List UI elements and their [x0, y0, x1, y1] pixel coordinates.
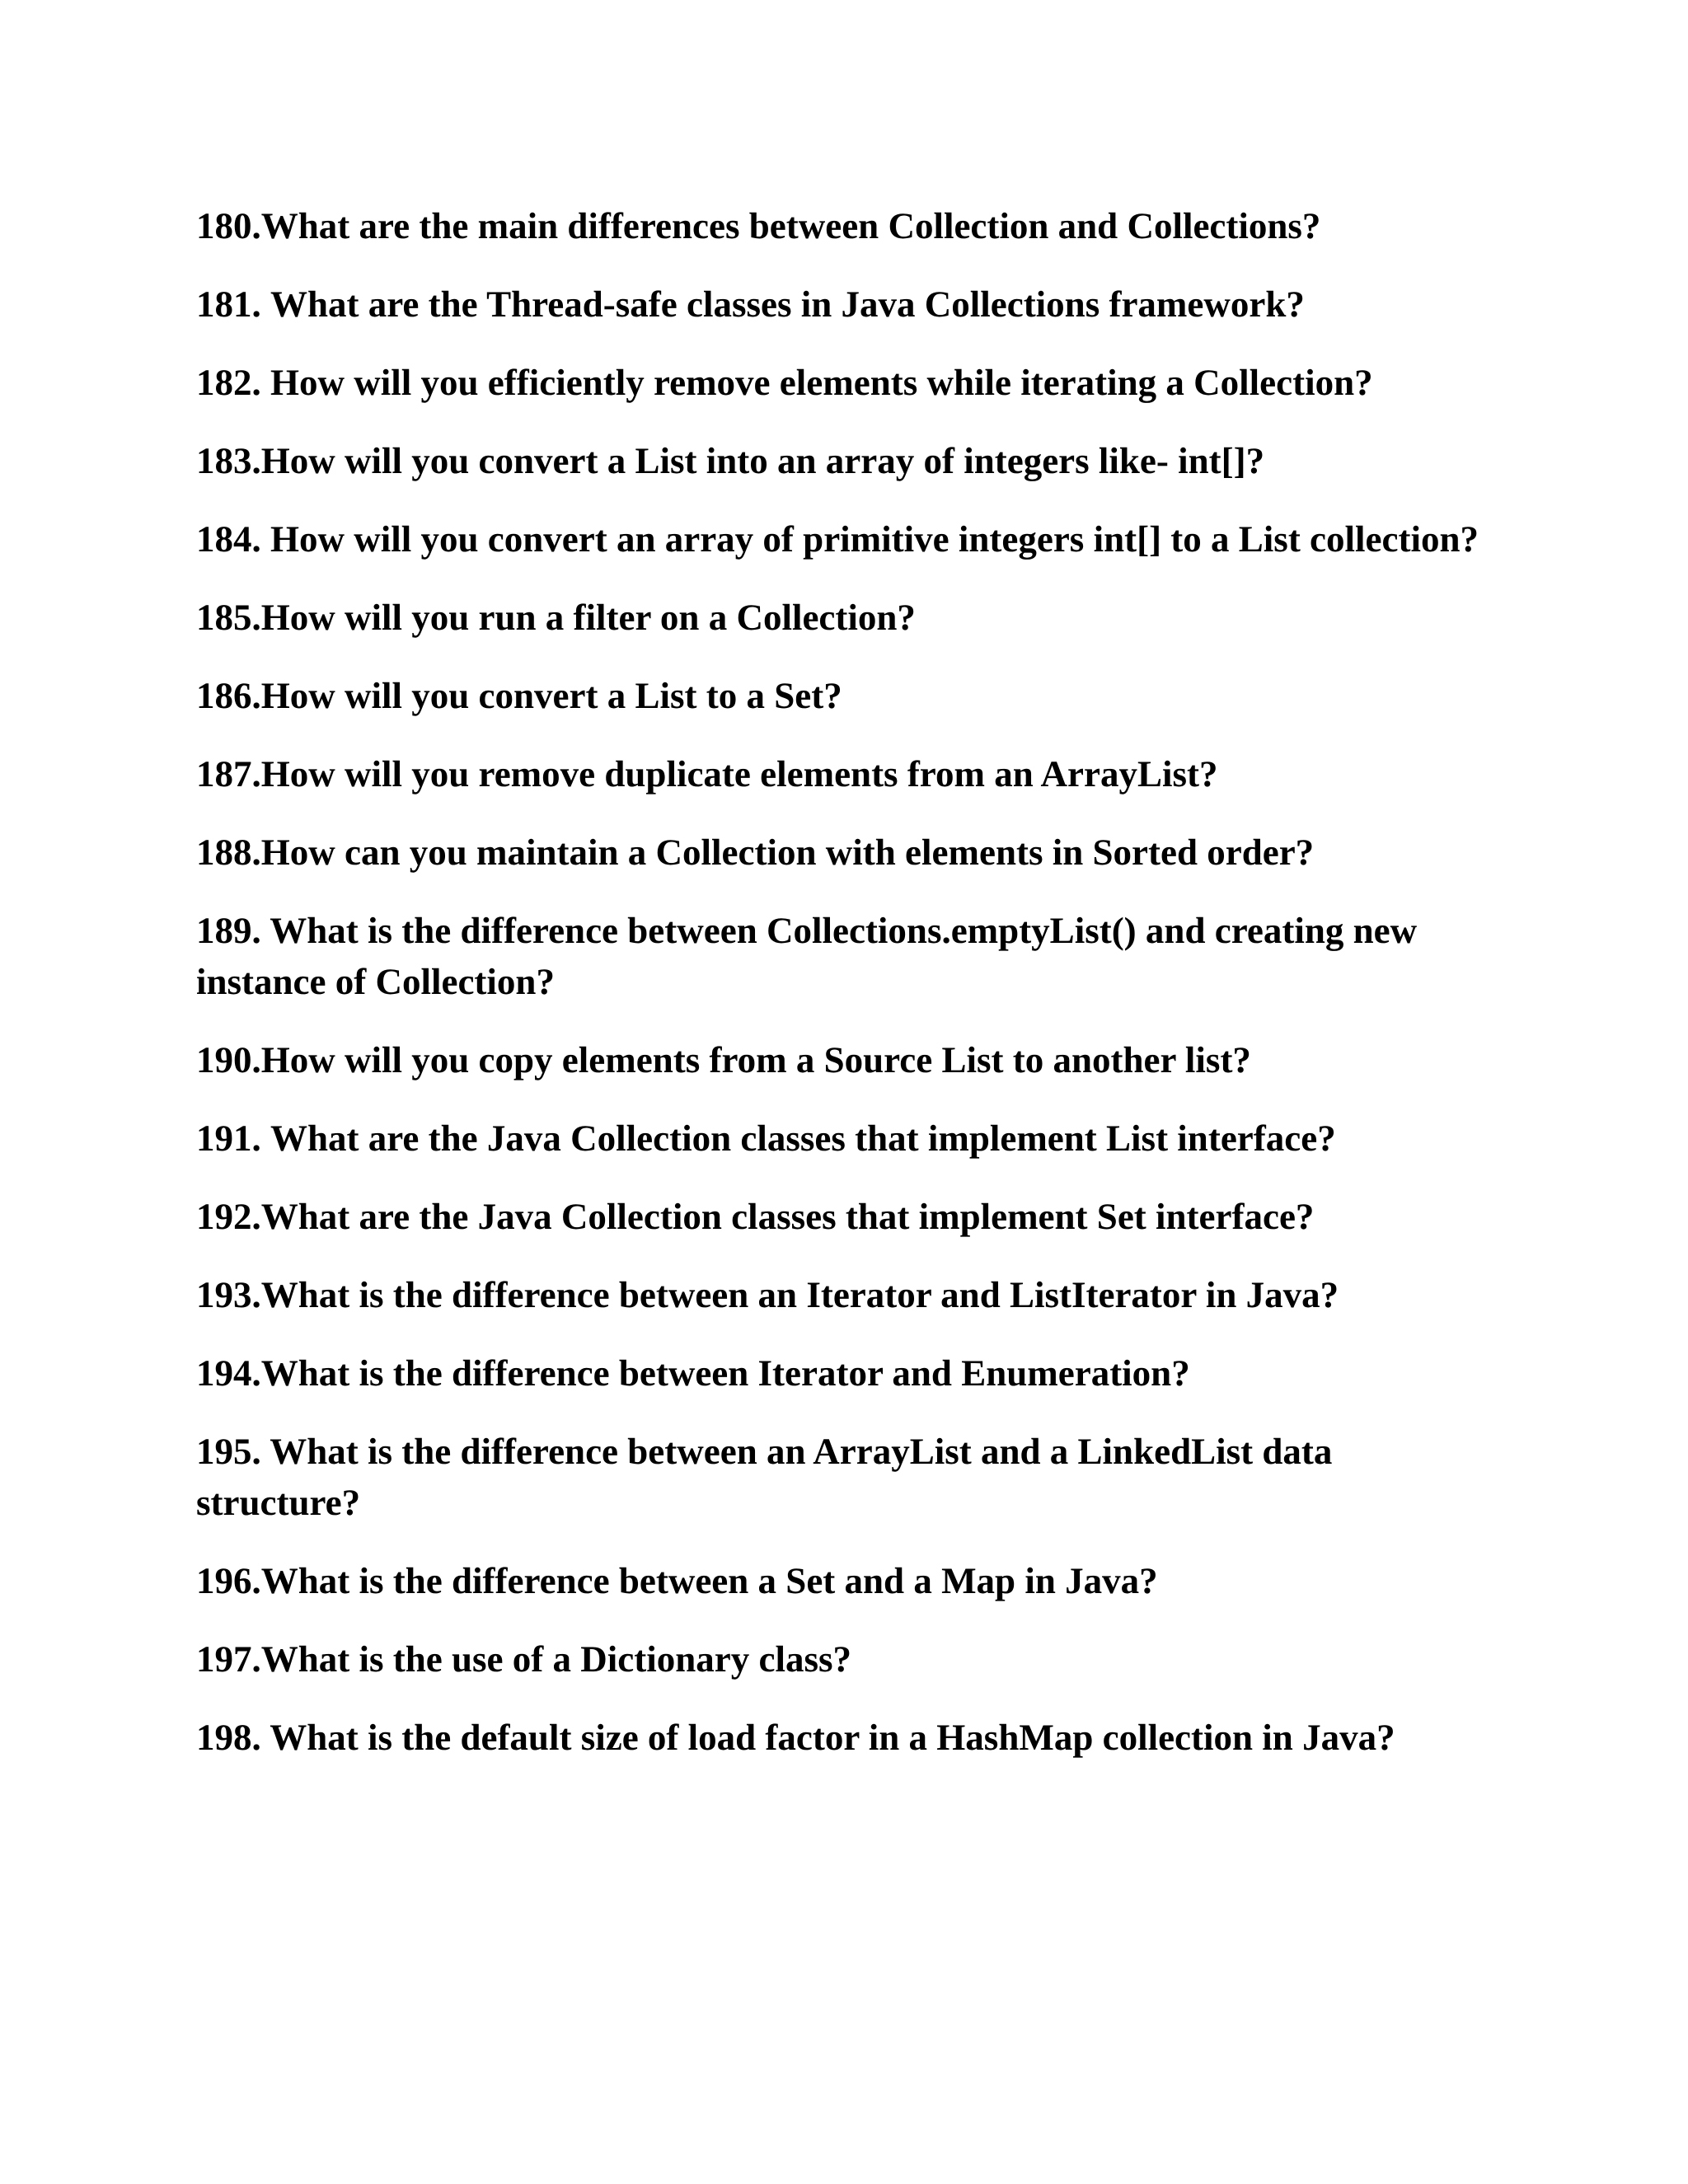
question-number: 180.: [196, 205, 261, 246]
question-number: 184.: [196, 518, 261, 560]
question-number: 186.: [196, 675, 261, 716]
question-text: What are the Thread-safe classes in Java Collections framework?: [270, 284, 1305, 325]
question-item: [196, 1269, 1482, 1320]
question-number: 185.: [196, 597, 261, 638]
question-number: 189.: [196, 910, 261, 951]
question-item: [196, 435, 1482, 486]
question-item: [196, 1555, 1482, 1606]
question-number: 181.: [196, 284, 270, 325]
question-text: How will you convert a List into an array of integers like- int[]?: [260, 440, 1265, 481]
question-text: What is the difference between Collections.emptyList() and creating new instance of Collection?: [196, 910, 1418, 1002]
question-number: 191.: [196, 1118, 270, 1159]
question-item: [196, 1347, 1482, 1399]
question-text: What is the difference between an Iterator and ListIterator in Java?: [260, 1274, 1339, 1315]
question-text: What are the Java Collection classes that implement List interface?: [270, 1118, 1336, 1159]
question-item: [196, 592, 1482, 643]
question-item: [196, 1191, 1482, 1242]
question-text: How will you efficiently remove elements while iterating a Collection?: [270, 362, 1373, 403]
question-text: What are the Java Collection classes that implement Set interface?: [260, 1196, 1315, 1237]
question-item: [196, 200, 1482, 251]
question-item: [196, 513, 1482, 565]
question-text: How will you convert an array of primitive integers int[] to a List collection?: [270, 518, 1479, 560]
question-item: [196, 748, 1482, 799]
question-number: 192.: [196, 1196, 261, 1237]
question-text: What is the use of a Dictionary class?: [260, 1638, 851, 1680]
question-item: [196, 905, 1482, 1007]
question-number: 183.: [196, 440, 261, 481]
question-number: 188.: [196, 832, 261, 873]
question-number: 193.: [196, 1274, 261, 1315]
question-item: [196, 357, 1482, 408]
question-text: How will you run a filter on a Collection?: [260, 597, 916, 638]
question-item: [196, 1034, 1482, 1085]
question-number: 194.: [196, 1352, 261, 1394]
question-number: 187.: [196, 753, 261, 794]
question-number: 198.: [196, 1717, 261, 1758]
question-list: [196, 200, 1482, 1790]
question-item: [196, 1712, 1482, 1763]
question-item: [196, 1113, 1482, 1164]
question-text: How will you convert a List to a Set?: [260, 675, 842, 716]
question-item: [196, 827, 1482, 878]
question-text: How will you copy elements from a Source List to another list?: [260, 1039, 1251, 1080]
question-text: What are the main differences between Collection and Collections?: [260, 205, 1321, 246]
question-text: How will you remove duplicate elements from an ArrayList?: [260, 753, 1218, 794]
question-item: [196, 1426, 1482, 1528]
question-number: 196.: [196, 1560, 261, 1601]
question-text: What is the difference between Iterator and Enumeration?: [260, 1352, 1190, 1394]
question-item: [196, 670, 1482, 721]
question-number: 195.: [196, 1431, 261, 1472]
question-text: What is the difference between a Set and a Map in Java?: [260, 1560, 1158, 1601]
question-item: [196, 1633, 1482, 1685]
question-number: 190.: [196, 1039, 261, 1080]
question-text: What is the difference between an ArrayList and a LinkedList data structure?: [196, 1431, 1333, 1523]
question-item: [196, 279, 1482, 330]
question-text: How can you maintain a Collection with elements in Sorted order?: [260, 832, 1315, 873]
question-text: What is the default size of load factor in a HashMap collection in Java?: [270, 1717, 1395, 1758]
question-number: 197.: [196, 1638, 261, 1680]
question-number: 182.: [196, 362, 261, 403]
